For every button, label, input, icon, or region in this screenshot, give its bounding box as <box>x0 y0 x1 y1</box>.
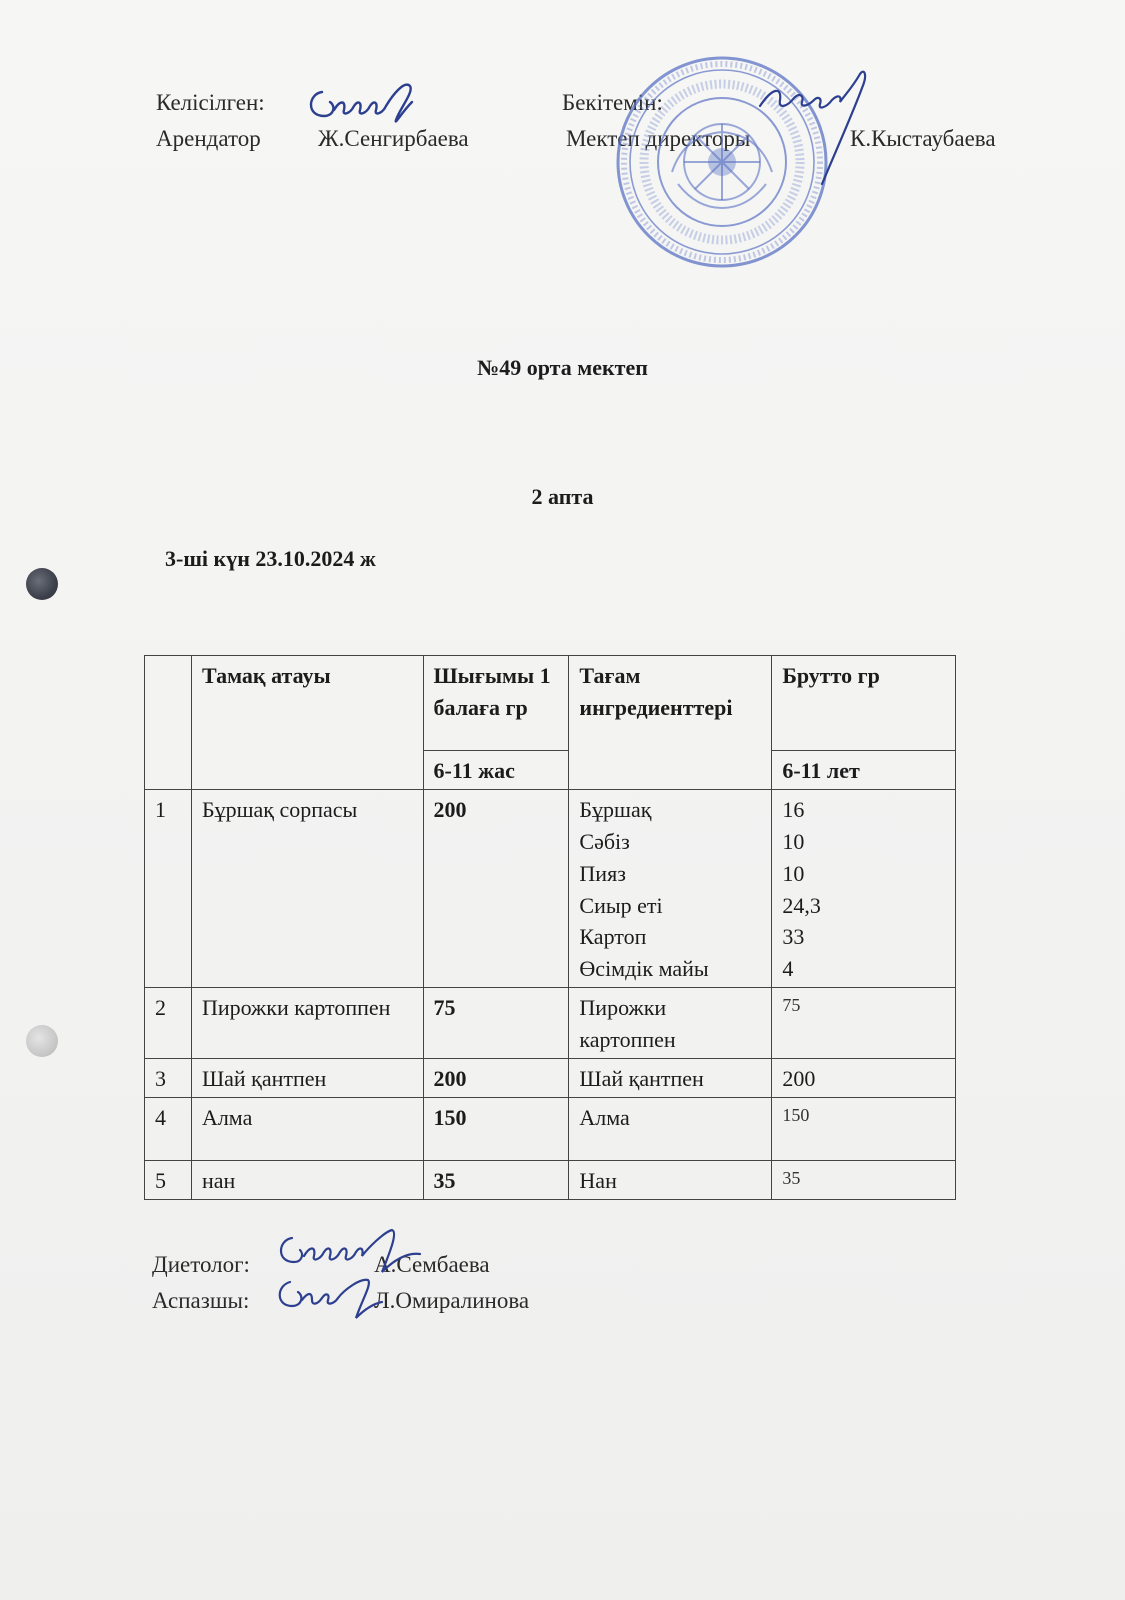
table-row <box>145 988 956 1059</box>
day-date: 3-ші күн 23.10.2024 ж <box>165 546 376 571</box>
punch-hole-top <box>26 568 58 600</box>
approved-label: Бекітемін: <box>562 90 663 115</box>
row-dish: Пирожки картоппен <box>191 988 423 1059</box>
header-dish: Тамақ атауы <box>191 656 423 790</box>
row-ingredients: Нан <box>569 1160 772 1199</box>
ingredient: Сәбіз <box>579 828 630 854</box>
tenant-signature-icon <box>300 72 430 132</box>
header-num-cell <box>145 656 192 790</box>
row-brutto: 75 <box>772 988 956 1059</box>
brutto-value: 4 <box>782 956 794 982</box>
header-brutto: Брутто гр <box>772 656 956 751</box>
dietitian-name: А.Сембаева <box>374 1252 490 1277</box>
ingredient: Картоп <box>579 924 647 950</box>
row-brutto <box>772 789 956 987</box>
ingredient: Сиыр еті <box>579 892 663 918</box>
row-dish: нан <box>191 1160 423 1199</box>
row-dish: Алма <box>191 1097 423 1160</box>
brutto-value: 16 <box>782 796 805 822</box>
brutto-value: 10 <box>782 828 805 854</box>
table-row <box>145 1160 956 1199</box>
header-yield: Шығымы 1 балаға гр <box>423 656 569 751</box>
table-header-row <box>145 656 956 751</box>
brutto-value: 24,3 <box>782 892 821 918</box>
cook-label: Аспазшы: <box>152 1288 250 1313</box>
director-name: К.Кыстаубаева <box>850 126 996 151</box>
header-brutto-age: 6-11 лет <box>772 751 956 790</box>
school-title: №49 орта мектеп <box>477 355 648 380</box>
row-brutto: 200 <box>772 1059 956 1098</box>
menu-table <box>144 655 956 1200</box>
ingredient: Өсімдік майы <box>579 956 709 982</box>
row-ingredients: Алма <box>569 1097 772 1160</box>
row-ingredients: Шай қантпен <box>569 1059 772 1098</box>
row-yield: 75 <box>423 988 569 1059</box>
cook-signature-icon <box>272 1270 392 1322</box>
dietitian-label: Диетолог: <box>152 1252 250 1277</box>
table-row <box>145 1097 956 1160</box>
row-yield: 150 <box>423 1097 569 1160</box>
brutto-value: 10 <box>782 860 805 886</box>
cook-name: Л.Омиралинова <box>374 1288 530 1313</box>
punch-hole-bottom <box>26 1025 58 1057</box>
table-row <box>145 1059 956 1098</box>
row-dish: Шай қантпен <box>191 1059 423 1098</box>
week-title: 2 апта <box>531 484 594 509</box>
ingredient: Бұршақ <box>579 796 652 822</box>
row-num: 4 <box>145 1097 192 1160</box>
row-yield: 35 <box>423 1160 569 1199</box>
ingredient: Пияз <box>579 860 626 886</box>
row-brutto: 35 <box>772 1160 956 1199</box>
director-signature-icon <box>752 66 892 196</box>
table-row <box>145 789 956 987</box>
agreed-label: Келісілген: <box>156 90 265 115</box>
row-brutto: 150 <box>772 1097 956 1160</box>
row-ingredients: Пирожки картоппен <box>569 988 772 1059</box>
row-num: 5 <box>145 1160 192 1199</box>
row-dish: Бұршақ сорпасы <box>191 789 423 987</box>
header-yield-age: 6-11 жас <box>423 751 569 790</box>
row-num: 2 <box>145 988 192 1059</box>
tenant-name: Ж.Сенгирбаева <box>318 126 469 151</box>
row-num: 3 <box>145 1059 192 1098</box>
row-yield: 200 <box>423 789 569 987</box>
row-yield: 200 <box>423 1059 569 1098</box>
row-num: 1 <box>145 789 192 987</box>
header-ingredients: Тағам ингредиенттері <box>569 656 772 790</box>
tenant-label: Арендатор <box>156 126 261 151</box>
brutto-value: 33 <box>782 924 805 950</box>
row-ingredients <box>569 789 772 987</box>
director-label: Мектеп директоры <box>566 126 751 151</box>
